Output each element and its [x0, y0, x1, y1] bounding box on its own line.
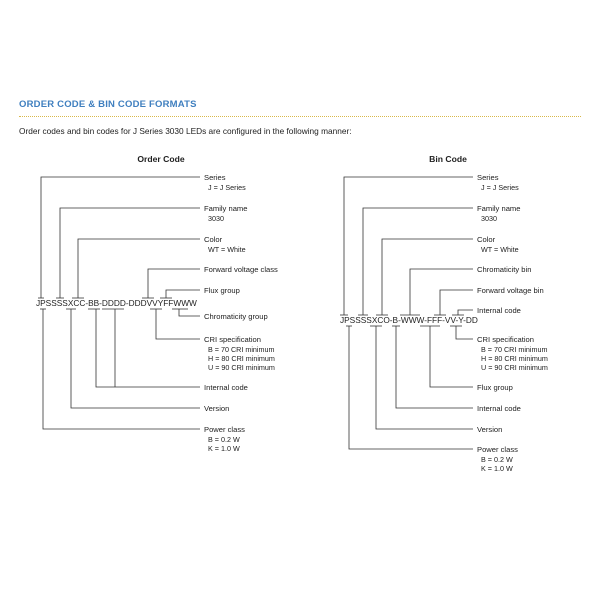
bin-label-cri-h: H = 80 CRI minimum [481, 354, 548, 363]
bin-label-color: Color [477, 235, 496, 244]
label-version: Version [204, 404, 230, 413]
bin-code-diagram [340, 154, 548, 473]
label-series: Series [204, 173, 226, 182]
bin-label-internal-code: Internal code [477, 404, 521, 413]
label-color-note: WT = White [208, 245, 246, 254]
intro-text: Order codes and bin codes for J Series 3030 LEDs are configured in the following manner: [19, 126, 352, 136]
bin-label-power-class: Power class [477, 445, 518, 454]
label-chromaticity-group: Chromaticity group [204, 312, 268, 321]
label-forward-voltage: Forward voltage class [204, 265, 278, 274]
bin-label-power-b: B = 0.2 W [481, 455, 513, 464]
bin-label-flux-group: Flux group [477, 383, 513, 392]
label-flux-group: Flux group [204, 286, 240, 295]
label-power-k: K = 1.0 W [208, 444, 240, 453]
label-cri-h: H = 80 CRI minimum [208, 354, 275, 363]
bin-label-cri-b: B = 70 CRI minimum [481, 345, 548, 354]
order-code-title: Order Code [137, 154, 185, 164]
bin-code-string: JPSSSSXCO-B-WWW-FFF-VV-Y-DD [340, 315, 478, 325]
section-heading: ORDER CODE & BIN CODE FORMATS [19, 99, 197, 110]
bin-label-color-note: WT = White [481, 245, 519, 254]
bin-label-internal-code-top: Internal code [477, 306, 521, 315]
order-code-labels [204, 173, 278, 453]
label-internal-code: Internal code [204, 383, 248, 392]
bin-code-title: Bin Code [429, 154, 467, 164]
order-code-diagram [36, 154, 278, 453]
bin-code-leader-lines [340, 177, 473, 449]
bin-code-labels [477, 173, 548, 473]
label-cri-spec: CRI specification [204, 335, 261, 344]
bin-label-family-note: 3030 [481, 214, 497, 223]
label-cri-b: B = 70 CRI minimum [208, 345, 275, 354]
bin-label-series: Series [477, 173, 499, 182]
label-color: Color [204, 235, 223, 244]
bin-label-chromaticity-bin: Chromaticity bin [477, 265, 532, 274]
label-family-name: Family name [204, 204, 248, 213]
label-family-note: 3030 [208, 214, 224, 223]
bin-label-power-k: K = 1.0 W [481, 464, 513, 473]
bin-label-family-name: Family name [477, 204, 521, 213]
label-power-b: B = 0.2 W [208, 435, 240, 444]
bin-label-cri-u: U = 90 CRI minimum [481, 363, 548, 372]
bin-label-series-note: J = J Series [481, 183, 519, 192]
bin-label-cri-spec: CRI specification [477, 335, 534, 344]
bin-label-forward-voltage-bin: Forward voltage bin [477, 286, 544, 295]
label-series-note: J = J Series [208, 183, 246, 192]
label-cri-u: U = 90 CRI minimum [208, 363, 275, 372]
label-power-class: Power class [204, 425, 245, 434]
bin-label-version: Version [477, 425, 503, 434]
order-code-string: JPSSSSXCC-BB-DDDD-DDDVVYFFWWW [36, 298, 197, 308]
